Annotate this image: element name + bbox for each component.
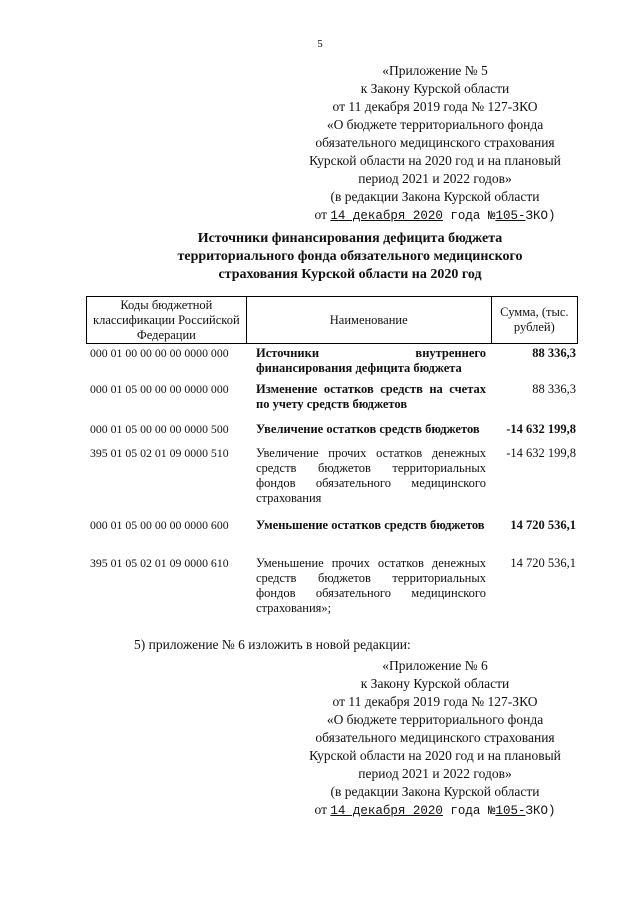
header-name: Наименование [247, 297, 492, 343]
row-sum: 88 336,3 [532, 346, 576, 360]
row-code: 000 01 05 00 00 00 0000 600 [90, 518, 229, 532]
amendment-mid: года № [442, 804, 496, 818]
amendment-number: 105- [495, 209, 526, 223]
row-code: 000 01 00 00 00 00 0000 000 [90, 346, 229, 360]
title-line: территориального фонда обязательного медицинского [177, 249, 523, 264]
title-line: Источники финансирования дефицита бюджета [197, 231, 503, 246]
header-sum: Сумма, (тыс. рублей) [500, 305, 569, 334]
appendix-6-header [290, 657, 580, 820]
row-name: Уменьшение прочих остатков денежных средств бюджетов территориальных фондов обязательного медицинского страхования»; [256, 556, 486, 615]
amendment-suffix: ЗКО) [525, 209, 556, 223]
amendment-date: 14 декабря 2020 [330, 804, 443, 818]
appendix-5-line: «О бюджете территориального фонда [326, 117, 544, 132]
row-name: Увеличение прочих остатков денежных средств бюджетов территориальных фондов обязательного медицинского страхования [256, 446, 486, 505]
row-name: Увеличение остатков средств бюджетов [256, 422, 480, 436]
appendix-5-amendment-line [290, 206, 580, 225]
row-code: 000 01 05 00 00 00 0000 500 [90, 422, 229, 436]
row-sum: 14 720 536,1 [510, 518, 576, 532]
appendix-5-header [290, 62, 580, 225]
table-row [86, 422, 578, 437]
appendix-6-line: Курской области на 2020 год и на плановый [309, 748, 561, 763]
appendix-5-line: период 2021 и 2022 годов» [358, 171, 512, 186]
row-sum: 88 336,3 [532, 382, 576, 396]
amendment-number: 105- [495, 804, 526, 818]
appendix-5-line: (в редакции Закона Курской области [330, 189, 540, 204]
appendix-6-line: период 2021 и 2022 годов» [358, 766, 512, 781]
amendment-date: 14 декабря 2020 [330, 209, 443, 223]
table-row [86, 446, 578, 506]
table-header [86, 296, 578, 344]
paragraph-5: 5) приложение № 6 изложить в новой редакции: [134, 637, 411, 652]
appendix-6-line: (в редакции Закона Курской области [330, 784, 540, 799]
appendix-5-line: от 11 декабря 2019 года № 127-ЗКО [332, 99, 538, 114]
amendment-mid: года № [442, 209, 496, 223]
title-line: страхования Курской области на 2020 год [218, 267, 482, 282]
page-number: 5 [317, 38, 323, 50]
financing-sources-table [86, 296, 578, 615]
appendix-5-line: Курской области на 2020 год и на плановый [309, 153, 561, 168]
amendment-prefix: от [314, 802, 331, 817]
table-row [86, 518, 578, 533]
appendix-5-line: к Закону Курской области [360, 81, 510, 96]
amendment-suffix: ЗКО) [525, 804, 556, 818]
appendix-6-line: к Закону Курской области [360, 676, 510, 691]
section-title [60, 230, 640, 284]
appendix-6-line: обязательного медицинского страхования [315, 730, 555, 745]
row-code: 395 01 05 02 01 09 0000 510 [90, 446, 229, 460]
appendix-6-amendment-line [290, 801, 580, 820]
row-sum: -14 632 199,8 [506, 446, 576, 460]
appendix-5-line: обязательного медицинского страхования [315, 135, 555, 150]
row-name: Изменение остатков средств на счетах по учету средств бюджетов [256, 382, 486, 411]
row-sum: 14 720 536,1 [510, 556, 576, 570]
table-row [86, 346, 578, 376]
row-name: Источники внутреннего финансирования дефицита бюджета [256, 346, 486, 375]
row-sum: -14 632 199,8 [506, 422, 576, 436]
amendment-prefix: от [314, 207, 331, 222]
header-code: Коды бюджетной классификации Российской Федерации [87, 297, 247, 343]
row-code: 395 01 05 02 01 09 0000 610 [90, 556, 229, 570]
row-name: Уменьшение остатков средств бюджетов [256, 518, 485, 532]
appendix-6-line: «О бюджете территориального фонда [326, 712, 544, 727]
table-row [86, 556, 578, 616]
appendix-6-line: «Приложение № 6 [382, 658, 488, 673]
appendix-6-line: от 11 декабря 2019 года № 127-ЗКО [332, 694, 538, 709]
appendix-5-line: «Приложение № 5 [382, 63, 488, 78]
row-code: 000 01 05 00 00 00 0000 000 [90, 382, 229, 396]
table-row [86, 382, 578, 412]
